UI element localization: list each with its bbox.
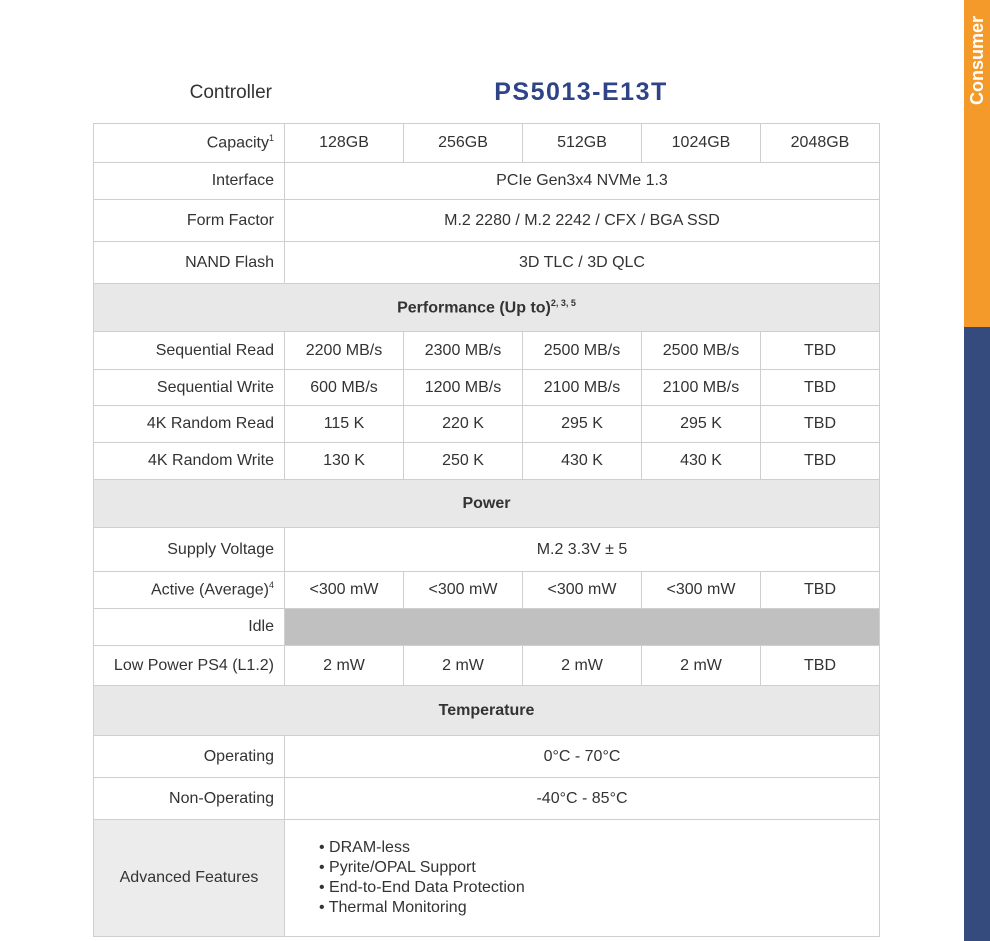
table-cell: 1200 MB/s <box>404 370 523 406</box>
table-cell: 600 MB/s <box>285 370 404 406</box>
table-cell: 2100 MB/s <box>642 370 761 406</box>
interface-label: Interface <box>94 163 285 200</box>
non-operating-row <box>94 778 880 820</box>
row-label: Operating <box>94 736 285 778</box>
table-cell: 2300 MB/s <box>404 332 523 370</box>
row-label: Idle <box>94 609 285 646</box>
row-label: Non-Operating <box>94 778 285 820</box>
capacity-label: Capacity$^1$ <box>94 124 285 163</box>
controller-label: Controller <box>189 82 272 103</box>
temperature-heading: Temperature <box>94 686 880 736</box>
table-cell: TBD <box>761 646 880 686</box>
form-factor-label: Form Factor <box>94 200 285 242</box>
table-cell: TBD <box>761 406 880 443</box>
row-label: Supply Voltage <box>94 528 285 572</box>
interface-row <box>94 163 880 200</box>
row-label: 4K Random Write <box>94 443 285 480</box>
table-cell: 2500 MB/s <box>642 332 761 370</box>
section-header <box>94 686 880 736</box>
footnote-marker: 2, 3, 5 <box>550 297 576 308</box>
table-cell: 430 K <box>642 443 761 480</box>
table-cell: TBD <box>761 370 880 406</box>
idle-blank-cell <box>285 609 880 646</box>
feature-item: • Thermal Monitoring <box>319 899 467 916</box>
section-header <box>94 284 880 332</box>
table-cell: 130 K <box>285 443 404 480</box>
table-row <box>94 406 880 443</box>
performance-heading: Performance (Up to)$^{2, 3, 5}$ <box>94 284 880 332</box>
table-cell: 295 K <box>523 406 642 443</box>
supply-voltage-row <box>94 528 880 572</box>
table-row <box>94 370 880 406</box>
non-operating-value: -40°C - 85°C <box>285 778 880 820</box>
power-heading: Power <box>94 480 880 528</box>
controller-model: PS5013-E13T <box>494 78 668 106</box>
table-cell: <300 mW <box>404 572 523 609</box>
capacity-cell: 1024GB <box>642 124 761 163</box>
row-label: Sequential Write <box>94 370 285 406</box>
table-cell: TBD <box>761 443 880 480</box>
nand-value: 3D TLC / 3D QLC <box>285 242 880 284</box>
nand-label: NAND Flash <box>94 242 285 284</box>
operating-value: 0°C - 70°C <box>285 736 880 778</box>
spec-table <box>93 123 880 937</box>
table-cell: 2100 MB/s <box>523 370 642 406</box>
table-cell: 220 K <box>404 406 523 443</box>
footnote-marker: 4 <box>268 580 274 591</box>
capacity-cell: 256GB <box>404 124 523 163</box>
capacity-cell: 2048GB <box>761 124 880 163</box>
supply-voltage-value: M.2 3.3V ± 5 <box>285 528 880 572</box>
capacity-row <box>94 124 880 163</box>
row-label: 4K Random Read <box>94 406 285 443</box>
table-cell: 2500 MB/s <box>523 332 642 370</box>
row-label: Active (Average)$^4$ <box>94 572 285 609</box>
table-cell: 2 mW <box>285 646 404 686</box>
side-tab-label: Consumer <box>966 15 987 105</box>
footnote-marker: 1 <box>268 133 274 144</box>
table-cell: 2 mW <box>404 646 523 686</box>
feature-item: • DRAM-less <box>319 839 410 856</box>
operating-row <box>94 736 880 778</box>
nand-row <box>94 242 880 284</box>
capacity-cell: 128GB <box>285 124 404 163</box>
table-cell: <300 mW <box>642 572 761 609</box>
table-cell: TBD <box>761 332 880 370</box>
feature-item: • Pyrite/OPAL Support <box>319 859 476 876</box>
table-cell: 250 K <box>404 443 523 480</box>
table-cell: 115 K <box>285 406 404 443</box>
row-label: Low Power PS4 (L1.2) <box>94 646 285 686</box>
advanced-features-list <box>285 820 880 937</box>
advanced-features-row <box>94 820 880 937</box>
feature-item: • End-to-End Data Protection <box>319 879 525 896</box>
row-label: Sequential Read <box>94 332 285 370</box>
table-row <box>94 332 880 370</box>
form-factor-row <box>94 200 880 242</box>
table-cell: 2 mW <box>642 646 761 686</box>
table-cell: <300 mW <box>523 572 642 609</box>
side-tab-navy <box>964 327 990 941</box>
table-cell: 295 K <box>642 406 761 443</box>
form-factor-value: M.2 2280 / M.2 2242 / CFX / BGA SSD <box>285 200 880 242</box>
table-cell: <300 mW <box>285 572 404 609</box>
table-row <box>94 646 880 686</box>
idle-row <box>94 609 880 646</box>
table-cell: TBD <box>761 572 880 609</box>
capacity-cell: 512GB <box>523 124 642 163</box>
table-cell: 430 K <box>523 443 642 480</box>
table-row <box>94 572 880 609</box>
advanced-features-label: Advanced Features <box>94 820 285 937</box>
table-cell: 2 mW <box>523 646 642 686</box>
section-header <box>94 480 880 528</box>
table-cell: 2200 MB/s <box>285 332 404 370</box>
table-row <box>94 443 880 480</box>
side-tab <box>964 0 990 120</box>
interface-value: PCIe Gen3x4 NVMe 1.3 <box>285 163 880 200</box>
